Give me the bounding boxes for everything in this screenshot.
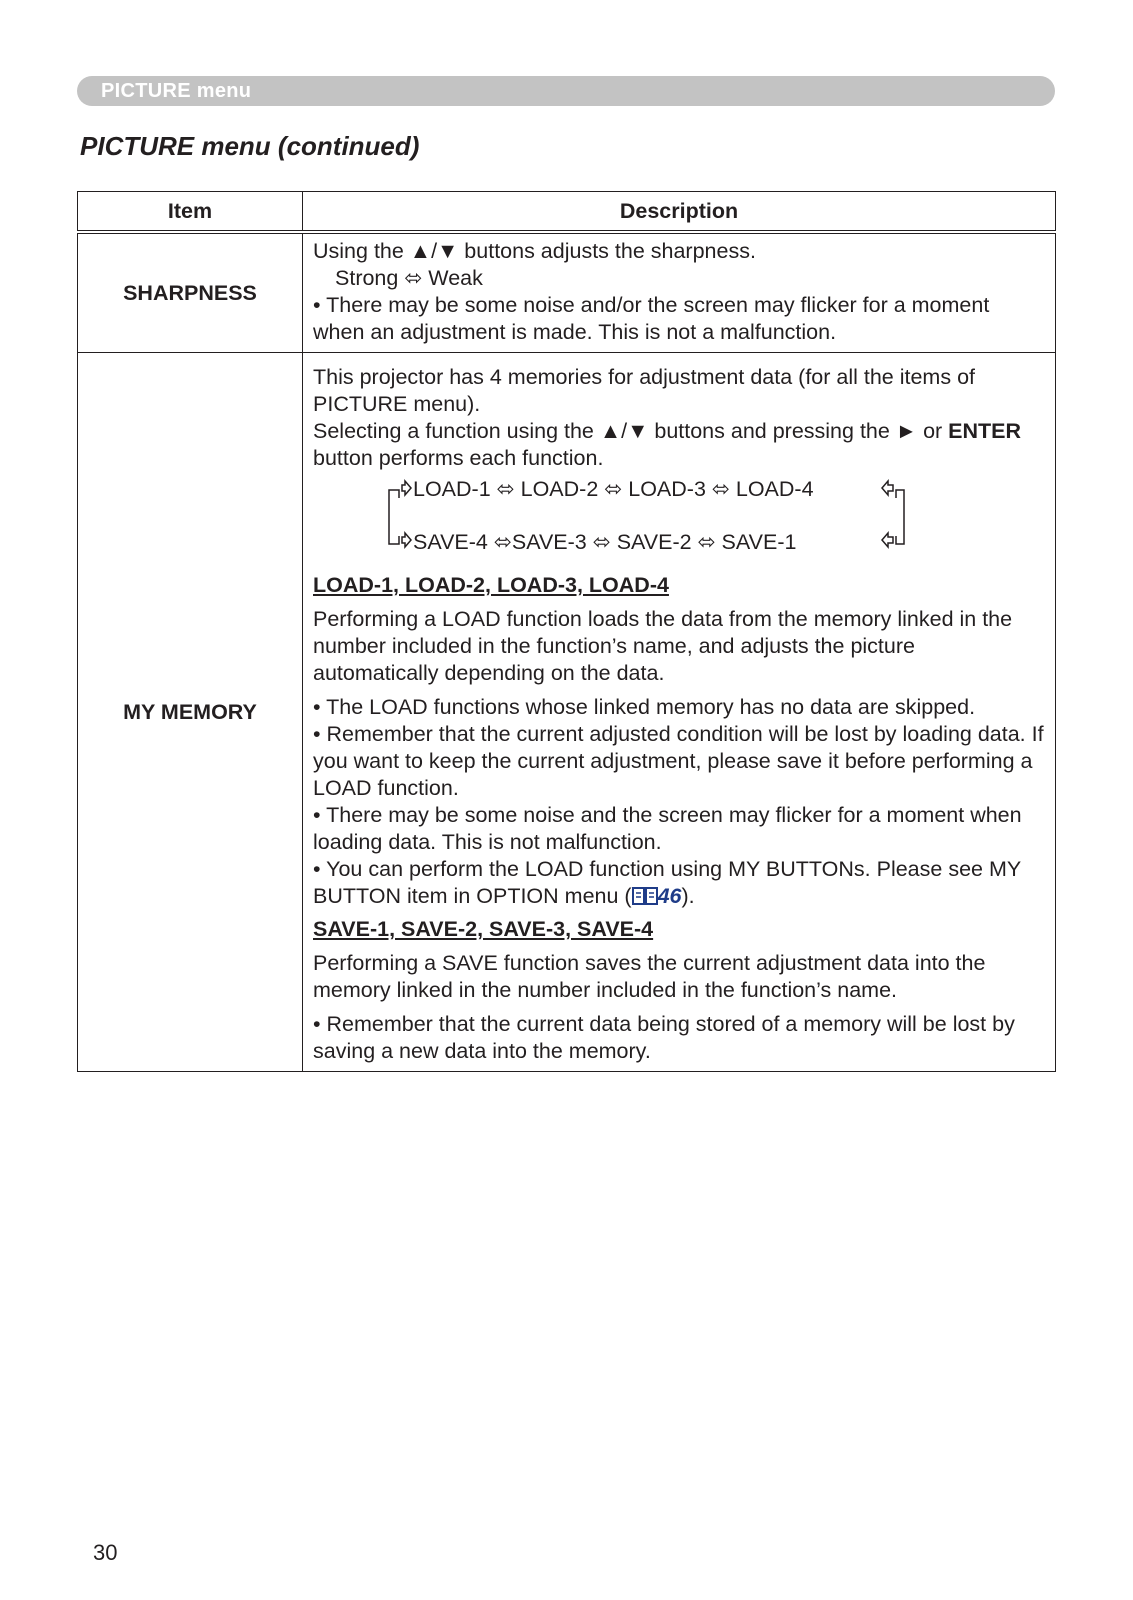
my-memory-intro: This projector has 4 memories for adjustment data (for all the items of PICTURE menu). [313, 365, 975, 416]
page-title: PICTURE menu (continued) [80, 131, 420, 161]
item-my-memory: MY MEMORY [78, 353, 303, 1072]
section-header-bar [77, 76, 1055, 106]
load-note-lost: • Remember that the current adjusted condition will be lost by loading data. If you want to keep the current adjustment, please save it before performing a LOAD function. [313, 722, 1044, 800]
load-description: Performing a LOAD function loads the data from the memory linked in the number included in the function’s name, and adjusts the picture automatically depending on the data. [313, 607, 1013, 685]
load-note-noise: • There may be some noise and the screen may flicker for a moment when loading data. This is not malfunction. [313, 803, 1022, 854]
load-note-my-buttons [313, 856, 1045, 910]
sharpness-note: • There may be some noise and/or the screen may flicker for a moment when an adjustment is made. This is not a malfunction. [313, 293, 990, 344]
load-heading: LOAD-1, LOAD-2, LOAD-3, LOAD-4 [313, 573, 669, 597]
table-row-my-memory [78, 353, 1056, 1072]
enter-key-label: ENTER [948, 419, 1022, 443]
my-buttons-text-end: ). [681, 884, 695, 908]
selection-text: Selecting a function using the ▲/▼ buttons and pressing the ► or [313, 419, 949, 443]
save-cycle-text: SAVE-4 ⬄SAVE-3 ⬄ SAVE-2 ⬄ SAVE-1 [413, 530, 797, 554]
page-number: 30 [93, 1540, 118, 1565]
menu-table [77, 191, 1056, 1072]
table-row-sharpness [78, 232, 1056, 353]
sharpness-scale: Strong ⬄ Weak [335, 266, 483, 290]
sharpness-usage: Using the ▲/▼ buttons adjusts the sharpness. [313, 239, 756, 263]
item-sharpness: SHARPNESS [78, 232, 303, 353]
description-sharpness [303, 232, 1056, 353]
description-column-header: Description [303, 192, 1056, 233]
book-icon [632, 886, 658, 906]
save-heading: SAVE-1, SAVE-2, SAVE-3, SAVE-4 [313, 917, 654, 941]
table-header-row [78, 192, 1056, 233]
description-my-memory [303, 353, 1056, 1072]
page-reference-link[interactable]: 46 [657, 884, 682, 908]
load-cycle-text: LOAD-1 ⬄ LOAD-2 ⬄ LOAD-3 ⬄ LOAD-4 [413, 477, 814, 501]
save-note: • Remember that the current data being stored of a memory will be lost by saving a new data into the memory. [313, 1012, 1015, 1063]
item-column-header: Item [78, 192, 303, 233]
section-label: PICTURE menu [101, 80, 252, 102]
memory-cycle-diagram [313, 472, 1045, 566]
save-description: Performing a SAVE function saves the current adjustment data into the memory linked in the number included in the function’s name. [313, 951, 986, 1002]
selection-text-end: button performs each function. [313, 446, 604, 470]
load-note-skipped: • The LOAD functions whose linked memory has no data are skipped. [313, 695, 976, 719]
my-buttons-text: • You can perform the LOAD function using MY BUTTONs. Please see MY BUTTON item in OPTION menu ( [313, 857, 1021, 908]
my-memory-selection [313, 418, 1045, 472]
